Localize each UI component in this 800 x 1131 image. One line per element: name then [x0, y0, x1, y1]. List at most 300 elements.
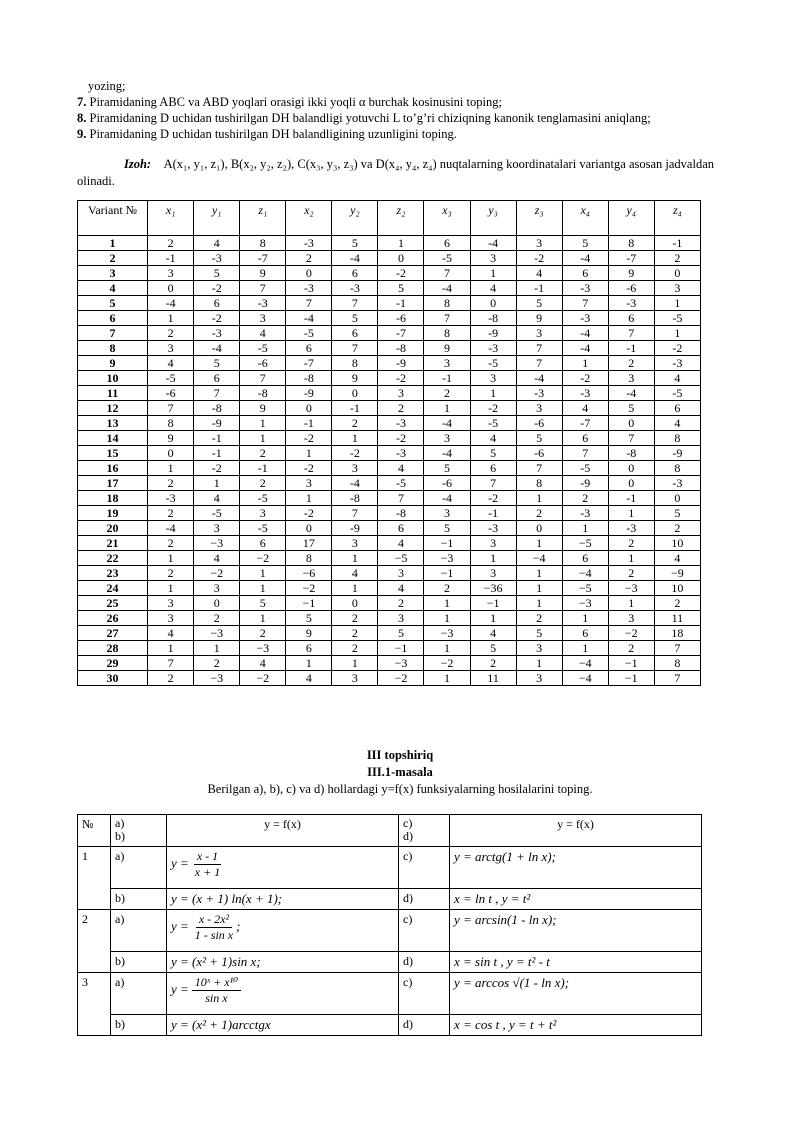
table-cell: -6 [516, 446, 562, 461]
table-cell: −2 [194, 566, 240, 581]
variant-number: 30 [78, 671, 148, 686]
table-cell: 2 [148, 236, 194, 251]
fn-header-cd: c) d) [399, 815, 450, 847]
table-cell: 1 [562, 641, 608, 656]
table-row [78, 656, 701, 671]
variant-number: 19 [78, 506, 148, 521]
table-cell: 1 [148, 641, 194, 656]
table-cell: −4 [562, 671, 608, 686]
table-cell: -4 [562, 341, 608, 356]
table-cell: 4 [148, 356, 194, 371]
fn-label-d: d) [399, 952, 450, 973]
table-cell: -1 [378, 296, 424, 311]
fn-row-b [78, 1015, 702, 1036]
table-cell: -8 [378, 506, 424, 521]
table-cell: 2 [378, 401, 424, 416]
table-cell: -1 [516, 281, 562, 296]
table-cell: 5 [516, 431, 562, 446]
variant-number: 14 [78, 431, 148, 446]
table-cell: -7 [240, 251, 286, 266]
table-cell: 4 [470, 281, 516, 296]
table-cell: 1 [562, 611, 608, 626]
variant-number: 13 [78, 416, 148, 431]
table-cell: 5 [424, 461, 470, 476]
table-cell: −3 [194, 536, 240, 551]
table-cell: -7 [608, 251, 654, 266]
table-cell: −9 [654, 566, 700, 581]
table-cell: -4 [608, 386, 654, 401]
table-cell: 6 [470, 461, 516, 476]
table-cell: 4 [378, 536, 424, 551]
table-cell: 8 [286, 551, 332, 566]
table-cell: 2 [240, 626, 286, 641]
table-cell: -8 [378, 341, 424, 356]
table-cell: -2 [286, 431, 332, 446]
fn-a-fraction [192, 849, 223, 880]
table-cell: -9 [378, 356, 424, 371]
table-cell: −2 [608, 626, 654, 641]
table-cell: 7 [516, 356, 562, 371]
table-cell: -3 [608, 296, 654, 311]
table-row [78, 311, 701, 326]
table-cell: 5 [286, 611, 332, 626]
table-cell: 4 [240, 656, 286, 671]
table-cell: -8 [240, 386, 286, 401]
table-cell: 2 [654, 596, 700, 611]
table-cell: -3 [562, 386, 608, 401]
table-cell: -5 [654, 311, 700, 326]
table-row [78, 416, 701, 431]
variant-number: 27 [78, 626, 148, 641]
fn-a-prefix: y = [171, 918, 189, 934]
variant-number: 11 [78, 386, 148, 401]
table-cell: 7 [424, 311, 470, 326]
table-cell: −1 [286, 596, 332, 611]
table-cell: -1 [332, 401, 378, 416]
table-cell: -1 [194, 431, 240, 446]
table-cell: 5 [654, 506, 700, 521]
table-cell: 5 [516, 296, 562, 311]
table-cell: 1 [332, 431, 378, 446]
table-cell: 1 [332, 656, 378, 671]
table-cell: 3 [516, 236, 562, 251]
table-cell: 1 [470, 551, 516, 566]
table-cell: -3 [378, 416, 424, 431]
table-cell: 1 [148, 551, 194, 566]
table-cell: -5 [194, 506, 240, 521]
table-cell: 1 [608, 551, 654, 566]
table-cell: 9 [240, 266, 286, 281]
table-row [78, 296, 701, 311]
table-cell: -1 [654, 236, 700, 251]
table-cell: 3 [516, 326, 562, 341]
table-cell: 7 [240, 281, 286, 296]
table-cell: -3 [470, 521, 516, 536]
table-cell: 3 [470, 371, 516, 386]
table-cell: -5 [470, 356, 516, 371]
table-row [78, 476, 701, 491]
header-col: z₄ [654, 201, 700, 236]
table-cell: 1 [240, 566, 286, 581]
table-cell: -7 [562, 416, 608, 431]
table-cell: 2 [424, 581, 470, 596]
variant-number: 26 [78, 611, 148, 626]
section-description: Berilgan a), b), c) va d) hollardagi y=f(x) funksiyalarning hosilalarini toping. [207, 782, 593, 796]
table-row [78, 341, 701, 356]
table-cell: 9 [240, 401, 286, 416]
table-cell: 2 [148, 671, 194, 686]
table-cell: 7 [332, 506, 378, 521]
table-row [78, 431, 701, 446]
table-cell: -4 [148, 296, 194, 311]
table-cell: 6 [286, 641, 332, 656]
fn-a-prefix: y = [171, 855, 189, 871]
table-cell: −4 [516, 551, 562, 566]
table-cell: -4 [332, 251, 378, 266]
table-cell: 8 [424, 326, 470, 341]
table-cell: −4 [562, 566, 608, 581]
table-cell: -5 [286, 326, 332, 341]
fn-header-ab: a) b) [111, 815, 167, 847]
fn-label-a: a) [111, 973, 167, 1015]
table-cell: −5 [562, 536, 608, 551]
table-cell: 2 [424, 386, 470, 401]
table-cell: 2 [562, 491, 608, 506]
header-col: x₁ [148, 201, 194, 236]
table-cell: 5 [516, 626, 562, 641]
table-cell: 1 [654, 296, 700, 311]
table-cell: 0 [332, 386, 378, 401]
table-cell: −3 [378, 656, 424, 671]
table-cell: 1 [516, 536, 562, 551]
variant-number: 24 [78, 581, 148, 596]
table-cell: 2 [332, 626, 378, 641]
table-cell: 8 [608, 236, 654, 251]
table-cell: -4 [424, 446, 470, 461]
table-row [78, 281, 701, 296]
table-cell: 4 [194, 236, 240, 251]
table-cell: -4 [424, 491, 470, 506]
table-cell: 3 [516, 401, 562, 416]
table-cell: −1 [608, 671, 654, 686]
table-cell: 8 [516, 476, 562, 491]
fn-label-a: a) [111, 910, 167, 952]
table-cell: 6 [332, 326, 378, 341]
table-cell: 9 [608, 266, 654, 281]
table-cell: 2 [240, 476, 286, 491]
variant-number: 16 [78, 461, 148, 476]
table-cell: 7 [516, 461, 562, 476]
fn-formula-a [167, 973, 399, 1015]
variant-number: 21 [78, 536, 148, 551]
table-cell: −1 [608, 656, 654, 671]
table-cell: -2 [194, 461, 240, 476]
table-cell: 3 [470, 251, 516, 266]
table-cell: 3 [516, 671, 562, 686]
table-cell: 1 [608, 596, 654, 611]
table-cell: 5 [608, 401, 654, 416]
header-col: z₂ [378, 201, 424, 236]
fn-formula-d: x = cos t , y = t + t² [450, 1015, 702, 1036]
table-cell: 2 [608, 641, 654, 656]
table-cell: -2 [194, 281, 240, 296]
variant-number: 3 [78, 266, 148, 281]
table-cell: -3 [470, 341, 516, 356]
table-cell: 6 [562, 626, 608, 641]
table-cell: 6 [240, 536, 286, 551]
fn-formula-c: y = arcsin(1 - ln x); [450, 910, 702, 952]
table-cell: 1 [516, 581, 562, 596]
table-cell: -3 [194, 326, 240, 341]
header-col: z₁ [240, 201, 286, 236]
fn-formula-a [167, 910, 399, 952]
table-row [78, 506, 701, 521]
variant-number: 9 [78, 356, 148, 371]
table-cell: -1 [194, 446, 240, 461]
table-cell: -5 [654, 386, 700, 401]
table-cell: 4 [286, 671, 332, 686]
table-row [78, 401, 701, 416]
table-row [78, 251, 701, 266]
table-cell: 3 [470, 536, 516, 551]
table-cell: 1 [286, 656, 332, 671]
table-cell: -8 [194, 401, 240, 416]
table-cell: 7 [562, 296, 608, 311]
table-row [78, 491, 701, 506]
table-cell: 8 [424, 296, 470, 311]
table-cell: -6 [378, 311, 424, 326]
table-cell: -6 [424, 476, 470, 491]
table-cell: 5 [194, 356, 240, 371]
table-cell: -9 [654, 446, 700, 461]
table-cell: 4 [654, 371, 700, 386]
table-cell: 3 [194, 521, 240, 536]
table-cell: -4 [424, 416, 470, 431]
header-col: y₃ [470, 201, 516, 236]
table-cell: 1 [562, 521, 608, 536]
function-table [77, 814, 702, 1036]
table-row [78, 356, 701, 371]
table-cell: 3 [148, 596, 194, 611]
fn-label-b: b) [111, 889, 167, 910]
fn-label-c: c) [399, 910, 450, 952]
table-cell: -9 [194, 416, 240, 431]
table-cell: 3 [378, 386, 424, 401]
table-cell: 1 [240, 611, 286, 626]
table-cell: 1 [654, 326, 700, 341]
table-cell: 8 [332, 356, 378, 371]
table-cell: -5 [424, 251, 470, 266]
note-paragraph: Izoh: A(x₁, y₁, z₁), B(x₂, y₂, z₂), C(x₃, y₃, z₃) va D(x₄, y₄, z₄) nuqtalarning koordinatalari variantga asosan jadvaldan olinadi. [77, 157, 714, 188]
table-row [78, 326, 701, 341]
table-cell: 5 [332, 236, 378, 251]
table-cell: 1 [240, 416, 286, 431]
table-cell: -8 [286, 371, 332, 386]
table-cell: 1 [516, 491, 562, 506]
table-cell: 0 [332, 596, 378, 611]
table-cell: -4 [286, 311, 332, 326]
table-cell: 0 [194, 596, 240, 611]
fn-label-c: c) [399, 973, 450, 1015]
fn-a-fraction [192, 975, 241, 1006]
table-cell: 1 [240, 581, 286, 596]
table-cell: 10 [654, 536, 700, 551]
fn-label-c: c) [399, 847, 450, 889]
table-cell: 0 [470, 296, 516, 311]
table-cell: 17 [286, 536, 332, 551]
table-cell: 6 [654, 401, 700, 416]
table-cell: −1 [424, 566, 470, 581]
fn-a-denominator: 1 - sin x [194, 928, 234, 942]
table-cell: -9 [286, 386, 332, 401]
table-cell: −36 [470, 581, 516, 596]
table-cell: 18 [654, 626, 700, 641]
table-cell: 7 [608, 431, 654, 446]
table-cell: −5 [562, 581, 608, 596]
table-cell: 6 [332, 266, 378, 281]
table-cell: 2 [148, 326, 194, 341]
fn-formula-c: y = arctg(1 + ln x); [450, 847, 702, 889]
table-cell: 3 [424, 356, 470, 371]
table-row [78, 596, 701, 611]
header-col: z₃ [516, 201, 562, 236]
table-cell: 3 [332, 461, 378, 476]
table-cell: -6 [240, 356, 286, 371]
fn-label-d: d) [399, 1015, 450, 1036]
fn-row-a [78, 910, 702, 952]
table-cell: −2 [378, 671, 424, 686]
table-cell: 4 [654, 416, 700, 431]
fn-row-num: 3 [78, 973, 111, 1036]
table-cell: 7 [148, 656, 194, 671]
fn-header-num: № [78, 815, 111, 847]
table-cell: −5 [378, 551, 424, 566]
table-cell: 1 [424, 596, 470, 611]
variant-table-header [78, 201, 701, 236]
table-cell: 1 [470, 266, 516, 281]
table-cell: -5 [562, 461, 608, 476]
table-cell: 3 [148, 611, 194, 626]
variant-number: 7 [78, 326, 148, 341]
table-cell: 7 [470, 476, 516, 491]
table-cell: 4 [470, 431, 516, 446]
table-cell: 3 [194, 581, 240, 596]
table-cell: 6 [286, 341, 332, 356]
table-cell: 11 [470, 671, 516, 686]
table-cell: 5 [240, 596, 286, 611]
table-cell: 4 [378, 581, 424, 596]
intro-line-7: 7. Piramidaning ABC va ABD yoqlari orasigi ikki yoqli α burchak kosinusini toping; [77, 95, 502, 109]
table-cell: 6 [194, 371, 240, 386]
table-cell: −4 [562, 656, 608, 671]
table-cell: 0 [148, 446, 194, 461]
table-cell: -3 [286, 236, 332, 251]
table-cell: 7 [562, 446, 608, 461]
table-cell: 7 [424, 266, 470, 281]
table-cell: -1 [286, 416, 332, 431]
table-cell: -9 [332, 521, 378, 536]
variant-number: 28 [78, 641, 148, 656]
table-cell: −2 [240, 551, 286, 566]
table-cell: -1 [148, 251, 194, 266]
table-row [78, 371, 701, 386]
table-cell: 0 [286, 401, 332, 416]
table-row [78, 386, 701, 401]
table-cell: 7 [378, 491, 424, 506]
table-row [78, 671, 701, 686]
table-cell: -5 [240, 491, 286, 506]
table-cell: -7 [286, 356, 332, 371]
table-cell: -4 [562, 326, 608, 341]
section-title: III topshiriq [366, 748, 434, 762]
table-cell: -1 [424, 371, 470, 386]
table-cell: -3 [562, 506, 608, 521]
table-cell: -2 [194, 311, 240, 326]
table-cell: −1 [378, 641, 424, 656]
table-cell: −3 [194, 671, 240, 686]
fn-a-numerator: x - 2x² [196, 912, 232, 928]
intro-line-8: 8. Piramidaning D uchidan tushirilgan DH balandligi yotuvchi L to’g’ri chiziqning kanonik tenglamasini aniqlang; [77, 111, 651, 125]
table-cell: -3 [562, 281, 608, 296]
table-cell: 0 [608, 461, 654, 476]
fn-a-numerator: x - 1 [194, 849, 221, 865]
table-cell: 0 [148, 281, 194, 296]
variant-number: 15 [78, 446, 148, 461]
header-variant: Variant № [78, 201, 148, 236]
table-cell: 5 [470, 641, 516, 656]
fn-label-d: d) [399, 889, 450, 910]
fn-row-a [78, 973, 702, 1015]
table-cell: 2 [332, 416, 378, 431]
table-cell: 4 [654, 551, 700, 566]
table-cell: 1 [378, 236, 424, 251]
table-cell: 3 [240, 506, 286, 521]
table-cell: 8 [654, 656, 700, 671]
variant-number: 2 [78, 251, 148, 266]
table-cell: 1 [332, 581, 378, 596]
table-cell: 0 [608, 416, 654, 431]
fn-row-b [78, 952, 702, 973]
variant-number: 6 [78, 311, 148, 326]
table-cell: 0 [654, 266, 700, 281]
table-cell: 2 [608, 536, 654, 551]
table-cell: 1 [516, 596, 562, 611]
table-cell: −2 [286, 581, 332, 596]
table-cell: -1 [470, 506, 516, 521]
table-cell: 1 [148, 311, 194, 326]
table-cell: 1 [424, 671, 470, 686]
table-cell: 7 [516, 341, 562, 356]
table-cell: 3 [332, 536, 378, 551]
table-cell: 3 [424, 506, 470, 521]
table-cell: -3 [240, 296, 286, 311]
table-cell: -1 [240, 461, 286, 476]
table-cell: 1 [470, 386, 516, 401]
table-cell: -3 [516, 386, 562, 401]
table-row [78, 581, 701, 596]
table-cell: 7 [332, 341, 378, 356]
table-cell: 7 [240, 371, 286, 386]
fn-header-f2: y = f(x) [450, 815, 702, 847]
variant-number: 25 [78, 596, 148, 611]
table-cell: -6 [608, 281, 654, 296]
table-cell: 3 [424, 431, 470, 446]
table-cell: 2 [148, 506, 194, 521]
table-cell: -1 [608, 491, 654, 506]
fn-formula-d: x = sin t , y = t² - t [450, 952, 702, 973]
fn-formula-b: y = (x² + 1)sin x; [167, 952, 399, 973]
table-cell: 6 [562, 551, 608, 566]
